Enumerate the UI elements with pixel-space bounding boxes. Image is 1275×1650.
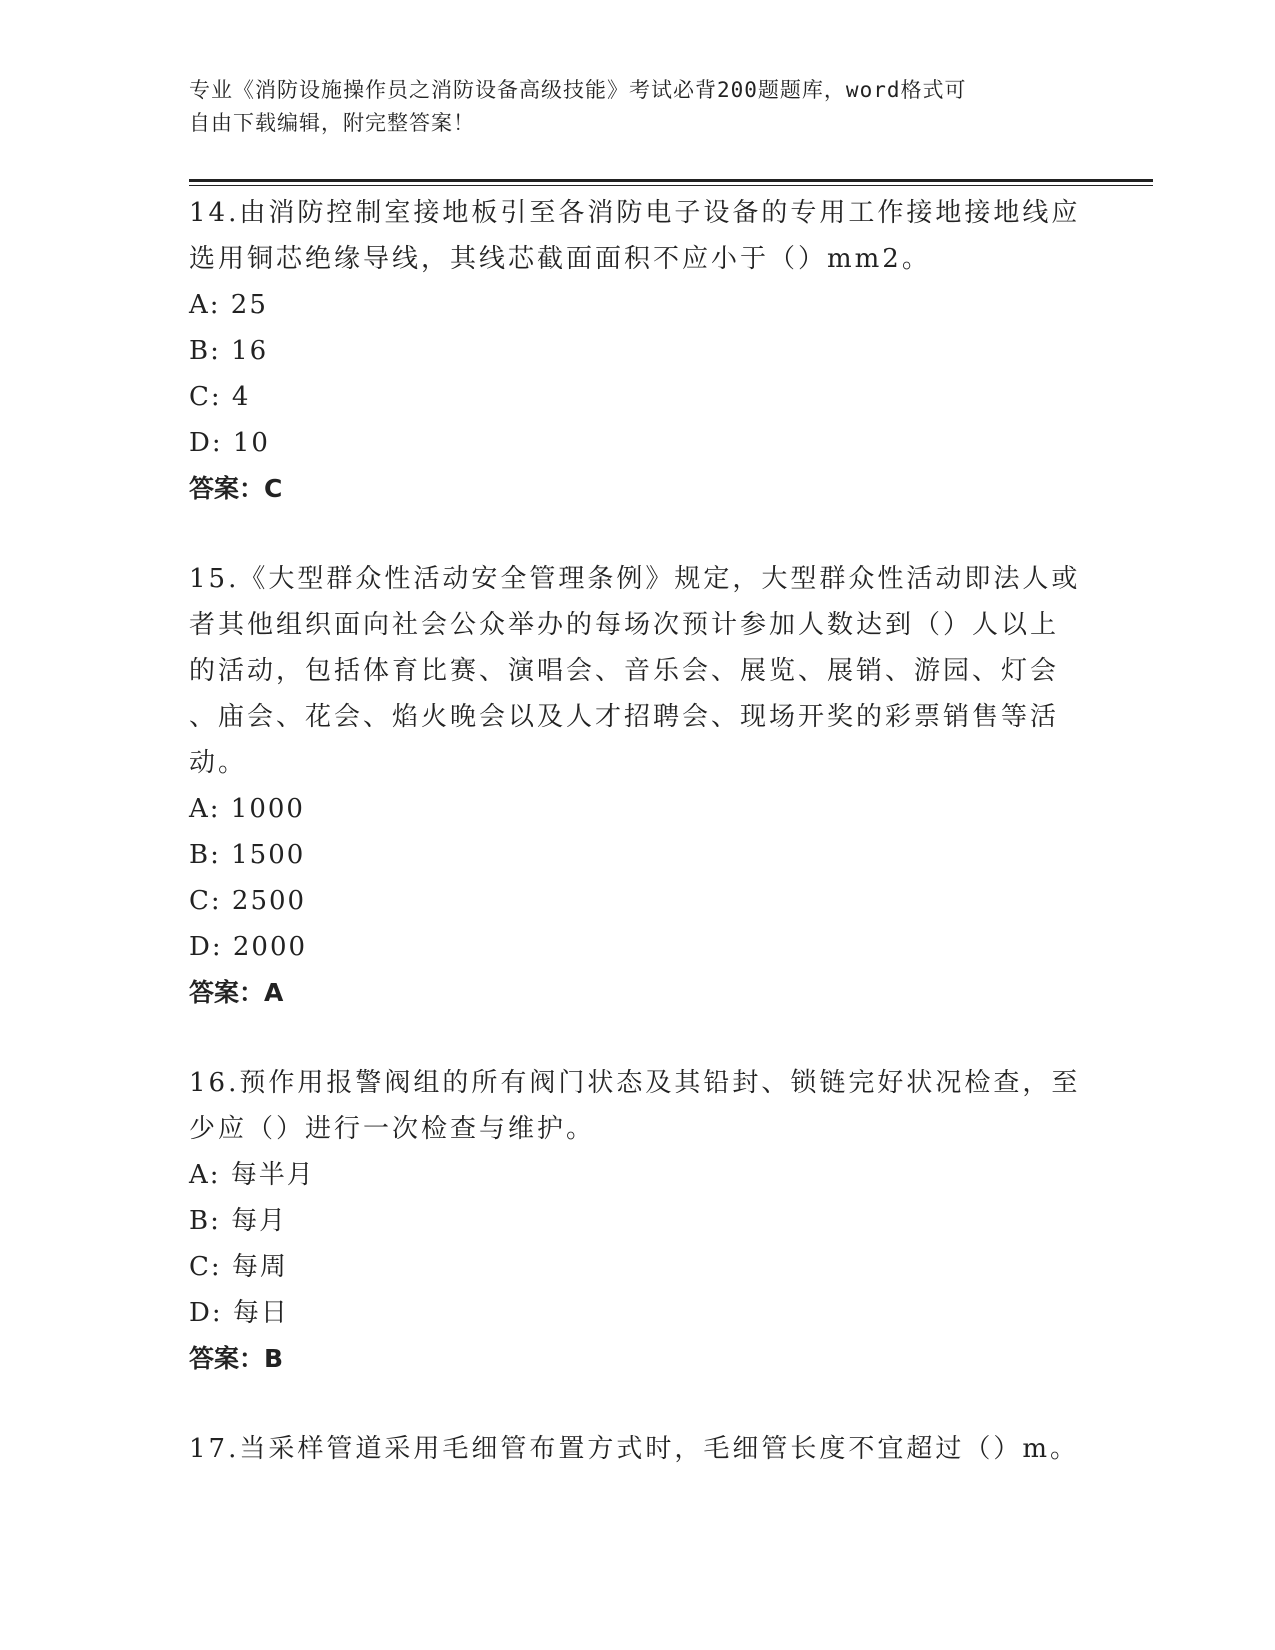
spacer — [189, 1382, 1089, 1426]
question-text-line: 选用铜芯绝缘导线，其线芯截面面积不应小于（）mm2。 — [189, 244, 931, 274]
option-c: C: 每周 — [189, 1252, 288, 1282]
spacer — [189, 512, 1089, 556]
header-divider-thin — [189, 185, 1153, 186]
document-header — [189, 74, 1069, 140]
option-d: D: 2000 — [189, 932, 308, 962]
header-line-2: 自由下载编辑，附完整答案！ — [189, 111, 475, 135]
option-c: C: 4 — [189, 382, 251, 412]
header-line-1: 专业《消防设施操作员之消防设备高级技能》考试必背200题题库，word格式可 — [189, 78, 967, 102]
option-b: B: 每月 — [189, 1206, 288, 1236]
header-divider-thick — [189, 179, 1153, 182]
option-d: D: 10 — [189, 428, 270, 458]
spacer — [189, 1016, 1089, 1060]
option-d: D: 每日 — [189, 1298, 289, 1328]
question-text-line: 动。 — [189, 748, 248, 778]
question-text-line: 16.预作用报警阀组的所有阀门状态及其铅封、锁链完好状况检查，至 — [189, 1068, 1081, 1098]
question-14 — [189, 190, 1089, 512]
question-text-line: 14.由消防控制室接地板引至各消防电子设备的专用工作接地接地线应 — [189, 198, 1081, 228]
question-15 — [189, 556, 1089, 1016]
option-a: A: 1000 — [189, 794, 305, 824]
answer: 答案：B — [189, 1344, 284, 1373]
question-text-line: 15.《大型群众性活动安全管理条例》规定，大型群众性活动即法人或 — [189, 564, 1081, 594]
question-list — [189, 190, 1089, 1472]
answer: 答案：C — [189, 474, 283, 503]
question-16 — [189, 1060, 1089, 1382]
option-c: C: 2500 — [189, 886, 307, 916]
option-b: B: 1500 — [189, 840, 306, 870]
option-a: A: 每半月 — [189, 1160, 315, 1190]
option-a: A: 25 — [189, 290, 268, 320]
option-b: B: 16 — [189, 336, 269, 366]
question-17 — [189, 1426, 1089, 1472]
question-text-line: 少应（）进行一次检查与维护。 — [189, 1114, 596, 1144]
answer: 答案：A — [189, 978, 284, 1007]
question-text-line: 17.当采样管道采用毛细管布置方式时，毛细管长度不宜超过（）m。 — [189, 1434, 1080, 1464]
question-text-line: 的活动，包括体育比赛、演唱会、音乐会、展览、展销、游园、灯会 — [189, 656, 1060, 686]
question-text-line: 、庙会、花会、焰火晚会以及人才招聘会、现场开奖的彩票销售等活 — [189, 702, 1060, 732]
question-text-line: 者其他组织面向社会公众举办的每场次预计参加人数达到（）人以上 — [189, 610, 1060, 640]
